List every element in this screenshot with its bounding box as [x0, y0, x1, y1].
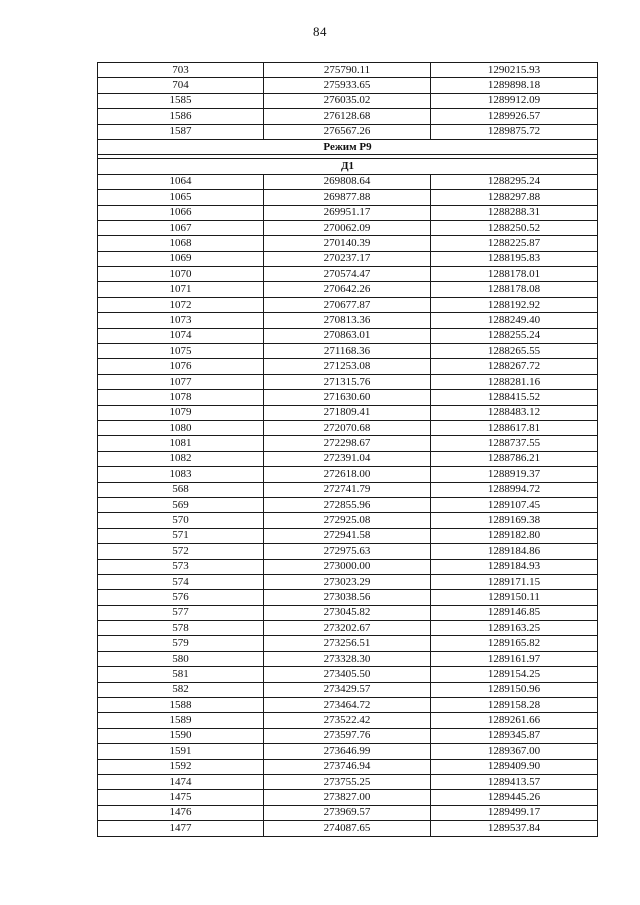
x-coordinate-cell: 271253.08: [264, 359, 431, 374]
point-number-cell: 1070: [98, 267, 264, 282]
table-row: [98, 544, 598, 559]
point-number-cell: 1071: [98, 282, 264, 297]
point-number-cell: 573: [98, 559, 264, 574]
y-coordinate-cell: 1289169.38: [431, 513, 598, 528]
page-number: 84: [313, 24, 327, 39]
point-number-cell: 1064: [98, 174, 264, 189]
table-body-d1: [98, 174, 598, 836]
table-row: [98, 482, 598, 497]
point-number-cell: 1075: [98, 344, 264, 359]
table-row: [98, 467, 598, 482]
point-number-cell: 570: [98, 513, 264, 528]
table-row: [98, 497, 598, 512]
y-coordinate-cell: 1289150.96: [431, 682, 598, 697]
y-coordinate-cell: 1288737.55: [431, 436, 598, 451]
point-number-cell: 1585: [98, 93, 264, 108]
y-coordinate-cell: 1288192.92: [431, 297, 598, 312]
x-coordinate-cell: 276567.26: [264, 124, 431, 139]
x-coordinate-cell: 273038.56: [264, 590, 431, 605]
x-coordinate-cell: 272618.00: [264, 467, 431, 482]
point-number-cell: 1587: [98, 124, 264, 139]
x-coordinate-cell: 271630.60: [264, 390, 431, 405]
y-coordinate-cell: 1288297.88: [431, 190, 598, 205]
y-coordinate-cell: 1288195.83: [431, 251, 598, 266]
y-coordinate-cell: 1290215.93: [431, 63, 598, 78]
y-coordinate-cell: 1289146.85: [431, 605, 598, 620]
x-coordinate-cell: 273969.57: [264, 805, 431, 820]
subsection-title: Д1: [98, 159, 598, 174]
x-coordinate-cell: 272975.63: [264, 544, 431, 559]
x-coordinate-cell: 270237.17: [264, 251, 431, 266]
y-coordinate-cell: 1289261.66: [431, 713, 598, 728]
y-coordinate-cell: 1289182.80: [431, 528, 598, 543]
table-row: [98, 774, 598, 789]
table-row: [98, 220, 598, 235]
table-row: [98, 344, 598, 359]
x-coordinate-cell: 273000.00: [264, 559, 431, 574]
y-coordinate-cell: 1289445.26: [431, 790, 598, 805]
table-row: [98, 574, 598, 589]
point-number-cell: 704: [98, 78, 264, 93]
y-coordinate-cell: 1289165.82: [431, 636, 598, 651]
y-coordinate-cell: 1288265.55: [431, 344, 598, 359]
point-number-cell: 1474: [98, 774, 264, 789]
table-row: [98, 405, 598, 420]
x-coordinate-cell: 273202.67: [264, 621, 431, 636]
point-number-cell: 1081: [98, 436, 264, 451]
table-row: [98, 174, 598, 189]
point-number-cell: 579: [98, 636, 264, 651]
table-row: [98, 559, 598, 574]
point-number-cell: 1073: [98, 313, 264, 328]
point-number-cell: 1072: [98, 297, 264, 312]
x-coordinate-cell: 272741.79: [264, 482, 431, 497]
x-coordinate-cell: 271315.76: [264, 374, 431, 389]
table-row: [98, 821, 598, 836]
table-row: [98, 605, 598, 620]
y-coordinate-cell: 1289154.25: [431, 667, 598, 682]
table-row: [98, 328, 598, 343]
table-row: [98, 759, 598, 774]
point-number-cell: 1068: [98, 236, 264, 251]
y-coordinate-cell: 1289163.25: [431, 621, 598, 636]
y-coordinate-cell: 1288786.21: [431, 451, 598, 466]
table-row: [98, 728, 598, 743]
x-coordinate-cell: 269808.64: [264, 174, 431, 189]
table-row: [98, 513, 598, 528]
x-coordinate-cell: 270062.09: [264, 220, 431, 235]
y-coordinate-cell: 1289161.97: [431, 651, 598, 666]
point-number-cell: 1591: [98, 744, 264, 759]
point-number-cell: 1083: [98, 467, 264, 482]
table-row: [98, 744, 598, 759]
table-row: [98, 590, 598, 605]
table-row: [98, 390, 598, 405]
y-coordinate-cell: 1288994.72: [431, 482, 598, 497]
point-number-cell: 581: [98, 667, 264, 682]
mode-title: Режим Р9: [98, 139, 598, 154]
x-coordinate-cell: 273597.76: [264, 728, 431, 743]
point-number-cell: 1079: [98, 405, 264, 420]
table-row: [98, 805, 598, 820]
x-coordinate-cell: 270677.87: [264, 297, 431, 312]
table-row: [98, 93, 598, 108]
point-number-cell: 578: [98, 621, 264, 636]
table-row: [98, 297, 598, 312]
y-coordinate-cell: 1288225.87: [431, 236, 598, 251]
y-coordinate-cell: 1289898.18: [431, 78, 598, 93]
point-number-cell: 1069: [98, 251, 264, 266]
y-coordinate-cell: 1289912.09: [431, 93, 598, 108]
point-number-cell: 1065: [98, 190, 264, 205]
table-row: [98, 267, 598, 282]
table-section-mode: [98, 139, 598, 174]
x-coordinate-cell: 270574.47: [264, 267, 431, 282]
y-coordinate-cell: 1288415.52: [431, 390, 598, 405]
subsection-row: [98, 159, 598, 174]
y-coordinate-cell: 1289158.28: [431, 698, 598, 713]
table-row: [98, 236, 598, 251]
table-row: [98, 124, 598, 139]
table-row: [98, 698, 598, 713]
point-number-cell: 580: [98, 651, 264, 666]
y-coordinate-cell: 1288178.08: [431, 282, 598, 297]
y-coordinate-cell: 1288919.37: [431, 467, 598, 482]
table-row: [98, 109, 598, 124]
y-coordinate-cell: 1288288.31: [431, 205, 598, 220]
y-coordinate-cell: 1288267.72: [431, 359, 598, 374]
point-number-cell: 1074: [98, 328, 264, 343]
y-coordinate-cell: 1289409.90: [431, 759, 598, 774]
table-row: [98, 282, 598, 297]
x-coordinate-cell: 270863.01: [264, 328, 431, 343]
x-coordinate-cell: 272941.58: [264, 528, 431, 543]
point-number-cell: 576: [98, 590, 264, 605]
table-row: [98, 713, 598, 728]
x-coordinate-cell: 273256.51: [264, 636, 431, 651]
table-row: [98, 436, 598, 451]
y-coordinate-cell: 1289171.15: [431, 574, 598, 589]
point-number-cell: 1076: [98, 359, 264, 374]
x-coordinate-cell: 273646.99: [264, 744, 431, 759]
table-row: [98, 313, 598, 328]
point-number-cell: 1592: [98, 759, 264, 774]
mode-row: [98, 139, 598, 154]
y-coordinate-cell: 1288250.52: [431, 220, 598, 235]
y-coordinate-cell: 1289184.86: [431, 544, 598, 559]
x-coordinate-cell: 275790.11: [264, 63, 431, 78]
x-coordinate-cell: 272391.04: [264, 451, 431, 466]
point-number-cell: 577: [98, 605, 264, 620]
y-coordinate-cell: 1288249.40: [431, 313, 598, 328]
point-number-cell: 1476: [98, 805, 264, 820]
table-row: [98, 374, 598, 389]
table-row: [98, 682, 598, 697]
y-coordinate-cell: 1289150.11: [431, 590, 598, 605]
table-row: [98, 190, 598, 205]
table-row: [98, 251, 598, 266]
table-row: [98, 651, 598, 666]
x-coordinate-cell: 270642.26: [264, 282, 431, 297]
x-coordinate-cell: 269877.88: [264, 190, 431, 205]
x-coordinate-cell: 273827.00: [264, 790, 431, 805]
point-number-cell: 1589: [98, 713, 264, 728]
x-coordinate-cell: 273405.50: [264, 667, 431, 682]
x-coordinate-cell: 273429.57: [264, 682, 431, 697]
x-coordinate-cell: 271809.41: [264, 405, 431, 420]
x-coordinate-cell: 270813.36: [264, 313, 431, 328]
x-coordinate-cell: 270140.39: [264, 236, 431, 251]
y-coordinate-cell: 1288483.12: [431, 405, 598, 420]
table-row: [98, 636, 598, 651]
y-coordinate-cell: 1288255.24: [431, 328, 598, 343]
y-coordinate-cell: 1288295.24: [431, 174, 598, 189]
x-coordinate-cell: 271168.36: [264, 344, 431, 359]
table-row: [98, 63, 598, 78]
y-coordinate-cell: 1288178.01: [431, 267, 598, 282]
x-coordinate-cell: 273045.82: [264, 605, 431, 620]
coordinate-table: [97, 62, 598, 837]
y-coordinate-cell: 1288281.16: [431, 374, 598, 389]
point-number-cell: 582: [98, 682, 264, 697]
table-row: [98, 359, 598, 374]
x-coordinate-cell: 276035.02: [264, 93, 431, 108]
x-coordinate-cell: 273464.72: [264, 698, 431, 713]
table-row: [98, 528, 598, 543]
point-number-cell: 568: [98, 482, 264, 497]
y-coordinate-cell: 1289926.57: [431, 109, 598, 124]
table-row: [98, 78, 598, 93]
point-number-cell: 703: [98, 63, 264, 78]
table-row: [98, 451, 598, 466]
y-coordinate-cell: 1289367.00: [431, 744, 598, 759]
point-number-cell: 1082: [98, 451, 264, 466]
x-coordinate-cell: 275933.65: [264, 78, 431, 93]
point-number-cell: 1477: [98, 821, 264, 836]
table-row: [98, 205, 598, 220]
x-coordinate-cell: 273746.94: [264, 759, 431, 774]
y-coordinate-cell: 1289875.72: [431, 124, 598, 139]
point-number-cell: 571: [98, 528, 264, 543]
point-number-cell: 572: [98, 544, 264, 559]
y-coordinate-cell: 1288617.81: [431, 420, 598, 435]
x-coordinate-cell: 273755.25: [264, 774, 431, 789]
x-coordinate-cell: 273328.30: [264, 651, 431, 666]
point-number-cell: 1080: [98, 420, 264, 435]
x-coordinate-cell: 276128.68: [264, 109, 431, 124]
y-coordinate-cell: 1289499.17: [431, 805, 598, 820]
table-row: [98, 420, 598, 435]
x-coordinate-cell: 272855.96: [264, 497, 431, 512]
point-number-cell: 1067: [98, 220, 264, 235]
x-coordinate-cell: 272070.68: [264, 420, 431, 435]
y-coordinate-cell: 1289107.45: [431, 497, 598, 512]
table-row: [98, 667, 598, 682]
point-number-cell: 574: [98, 574, 264, 589]
x-coordinate-cell: 274087.65: [264, 821, 431, 836]
point-number-cell: 1588: [98, 698, 264, 713]
x-coordinate-cell: 272925.08: [264, 513, 431, 528]
point-number-cell: 569: [98, 497, 264, 512]
point-number-cell: 1590: [98, 728, 264, 743]
point-number-cell: 1475: [98, 790, 264, 805]
y-coordinate-cell: 1289413.57: [431, 774, 598, 789]
x-coordinate-cell: 272298.67: [264, 436, 431, 451]
point-number-cell: 1078: [98, 390, 264, 405]
y-coordinate-cell: 1289184.93: [431, 559, 598, 574]
table-body-top: [98, 63, 598, 140]
point-number-cell: 1066: [98, 205, 264, 220]
x-coordinate-cell: 273522.42: [264, 713, 431, 728]
y-coordinate-cell: 1289345.87: [431, 728, 598, 743]
table-row: [98, 790, 598, 805]
y-coordinate-cell: 1289537.84: [431, 821, 598, 836]
x-coordinate-cell: 269951.17: [264, 205, 431, 220]
x-coordinate-cell: 273023.29: [264, 574, 431, 589]
table-row: [98, 621, 598, 636]
point-number-cell: 1586: [98, 109, 264, 124]
point-number-cell: 1077: [98, 374, 264, 389]
